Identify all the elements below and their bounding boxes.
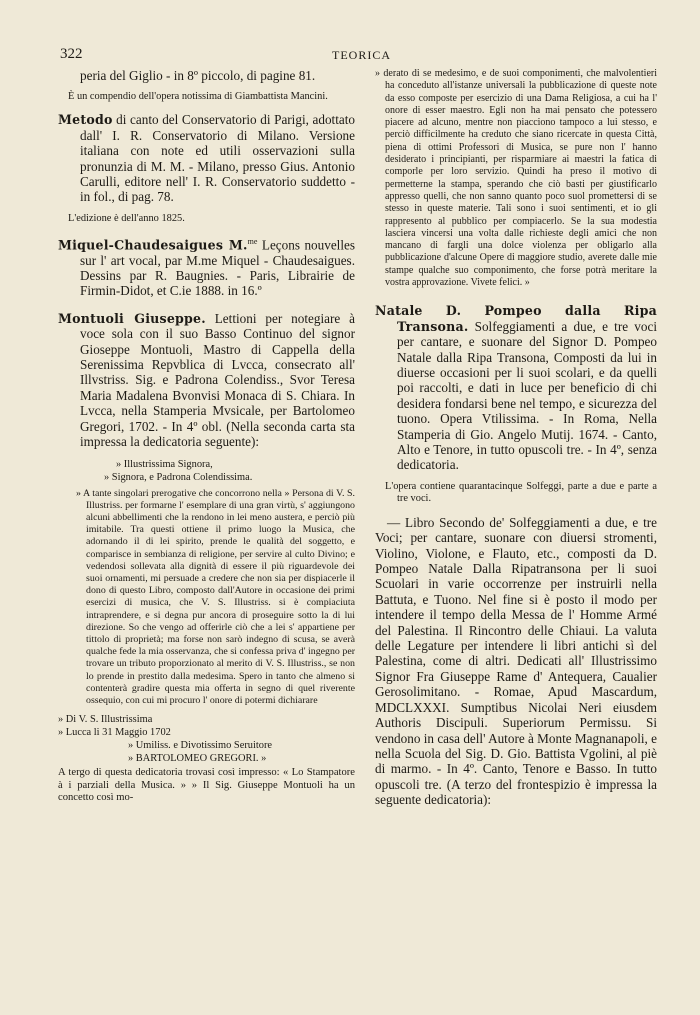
signature-line: » Lucca li 31 Maggio 1702 (58, 727, 171, 739)
entry-text: Leçons nouvelles sur l' art vocal, par M.me Miquel - Chaudesaigues. Dessins par R. Baugnies. - Paris, Librairie de Firmin-Didot, et C.ie 1888. in 16.º (80, 237, 355, 299)
right-column (375, 68, 657, 816)
entry-heading: Metodo (58, 112, 113, 128)
entry-continuation: peria del Giglio - in 8º piccolo, di pagine 81. (80, 68, 316, 83)
entry-natale (375, 303, 657, 472)
salutation: » Illustrissima Signora, (116, 458, 213, 470)
entry-libro-secondo: — Libro Secondo de' Solfeggiamenti a due, e tre Voci; per cantare, suonare con diuersi stromenti, Violino, Violone, e Flauto, etc., composti da D. Pompeo Natale Dalla Ripatransona per li suoi Scuolari in varie occorrenze per instruirli nella Battuta, e Tuono. Nel fine si è posto il modo per intendere il tempo della Messa de l' Homme Armé del Palestina. Il Rincontro delle Chiaui. La valuta delle Legature per intendere li libri antichi sì del Palestina, come di altri. Dedicati all' Illustrissimo Signor Fra Giuseppe Rame d' Antequera, Caualier Gerosolimitano. - Romae, Apud Mascardum, MDCLXXXI. Sumptibus Nicolai Neri eiusdem Authoris Discipuli. Superiorum Permissu. Si vendono in casa dell' Autore à Monte Magnanapoli, e nella Scuola del Sig. D. Gio. Battista Vgolini, al piè di marmo. - In 4º. Canto, Tenore e Basso. In tutto opuscoli tre. (A terzo del frontespizio è impressa la seguente dedicatoria): (375, 514, 657, 808)
entry-text: di canto del Conservatorio di Parigi, adottato dall' I. R. Conservatorio di Milano. Versione italiana con note ed utili osservazioni sulla pronunzia di M. M. - Milano, presso Gius. Antonio Carulli, editore nell' I. R. Conservatorio suddetto - in fol., di pag. 78. (80, 112, 355, 205)
dedication-quote: » derato di se medesimo, e de suoi componimenti, che malvolentieri ha conceduto all'istanze universali la pubblicazione di queste note da esso composte per esercizio di una Dama Religiosa, a cui ha l' onore di esser maestro. Egli non ha mai pensato che potessero piacere ad alcuno, mentre non piacciono tampoco a lui stesso, e perciò difficilmente ha creduto che siano ricercate in questa Città, piena di ottimi Professori di Musica, se pure non l' hanno desiderato i principianti, per risparmiare ai maestri la fatica di comporle per loro servizio. Quindi ha preso il motivo di permetterne la stampa, sperando che ciò basti per giustificarlo appresso quelli, che non sanno quanto poco suol promettersi di se stesso in queste materie. Tali sono i suoi sentimenti, et io gli rappresento al pubblico per compiacerlo. Se la sua modestia lasciera vincersi una volta dalle richieste degli amici che non mancano di fargli una dolce violenza per obligarlo alla pubblicazione d'alcune Opere di maggiore studio, averete dalle mie stampe qualche suo componimento, che forse potrà meritare la vostra approvazione. Vivete felici. » (375, 68, 657, 289)
dedication-quote: » A tante singolari prerogative che concorrono nella » Persona di V. S. Illustriss. per formarne l' esemplare di una gran virtù, s' aggiungono alcuni abbellimenti che la rendono in lei meno austera, e perciò più imitabile. Tra questi ottiene il primo luogo la Musica, che adornando il di lei spirito, prende le qualità del soggetto, e comparisce in sembianza di religione, per servire al culto Divino; e vedendosi sollevata alla dignità di essere il più riguardevole dei suoi ornamenti, mi persuade a credere che non sia per dispiacerle il dono di questo Libro, composto dall'Autore in occasione dei primi esercizi di musica, che V. S. Illustriss. si è compiaciuta intraprendere, e si degna pur ancora di proseguire sotto la di lui direzione. So che vengo ad offerirle ciò che a lei s' appartiene per tittolo di proprietà; ma forse non sarò indegno di scusa, se averà qualche fede la mia osservanza, che si confessa priva d' ingegno per trovare un tributo proporzionato al merito di V. S. Illustriss., se non lo prende in prestito dalla medesima. Spero in tanto che almeno si contenterà gradire questa mia offerta in segno di quel riverente ossequio, con cui mi procuro l' onore di potermi dichiarare (76, 487, 355, 706)
entry-heading-sup: me (247, 236, 258, 246)
entry-metodo (58, 112, 355, 204)
entry-text: Solfeggiamenti a due, e tre voci per cantare, e suonare del Signor D. Pompeo Natale dalla Ripa Transona, Composti da lui in diuerse occasioni per li suoi scolari, e da quelli poi raccolti, e dati in luce per beneficio di chi desidera fondarsi bene nel tempo, e sicurezza del tuono. Opera Vtilissima. - In Roma, Nella Stamperia di Gio. Angelo Mutij. 1674. - Canto, Alto e Tenore, in tutto opuscoli tre. - In 4º, senza dedicatoria. (397, 318, 657, 473)
entry-heading: Miquel-Chaudesaigues M. (58, 237, 248, 253)
signature-line: » BARTOLOMEO GREGORI. » (128, 753, 267, 765)
quote-block (58, 488, 355, 708)
after-note: A tergo di questa dedicatoria trovasi così impresso: « Lo Stampatore à i parziali della Musica. » » Il Sig. Giuseppe Montuoli ha un concetto così mo- (58, 767, 355, 804)
running-head (60, 46, 660, 66)
left-column (58, 68, 355, 805)
salutation: » Signora, e Padrona Colendissima. (104, 471, 253, 483)
entry-heading: Montuoli Giuseppe. (58, 310, 206, 326)
entry-miquel (58, 234, 355, 299)
entry-note: L'edizione è dell'anno 1825. (68, 212, 185, 224)
page-number: 322 (60, 46, 83, 62)
entry-heading: Natale D. Pompeo dalla Ripa Transona. (375, 303, 657, 334)
entry-montuoli (58, 311, 355, 450)
entry-text: Lettioni per notegiare à voce sola con il suo Basso Continuo del signor Gioseppe Montuoli, Mastro di Cappella della Serenissima Repvblica di Lvcca, consecrato all' Illvstriss. Sig. e Padrona Colendiss., Svor Teresa Maria Madalena Bvonvisi Monaca di S. Chiara. In Lvcca, nella Stamperia Mvsicale, per Bartolomeo Gregori, 1702. - In 4º obl. (Nella seconda carta sta impressa la dedicatoria seguente): (80, 310, 355, 450)
signature-line: » Di V. S. Illustrissima (58, 714, 153, 726)
signature-line: » Umiliss. e Divotissimo Seruitore (128, 740, 273, 752)
entry-note: L'opera contiene quarantacinque Solfeggi, parte a due e parte a tre voci. (385, 480, 657, 504)
entry-note: È un compendio dell'opera notissima di Giambattista Mancini. (68, 91, 328, 103)
running-title: TEORICA (332, 48, 391, 62)
